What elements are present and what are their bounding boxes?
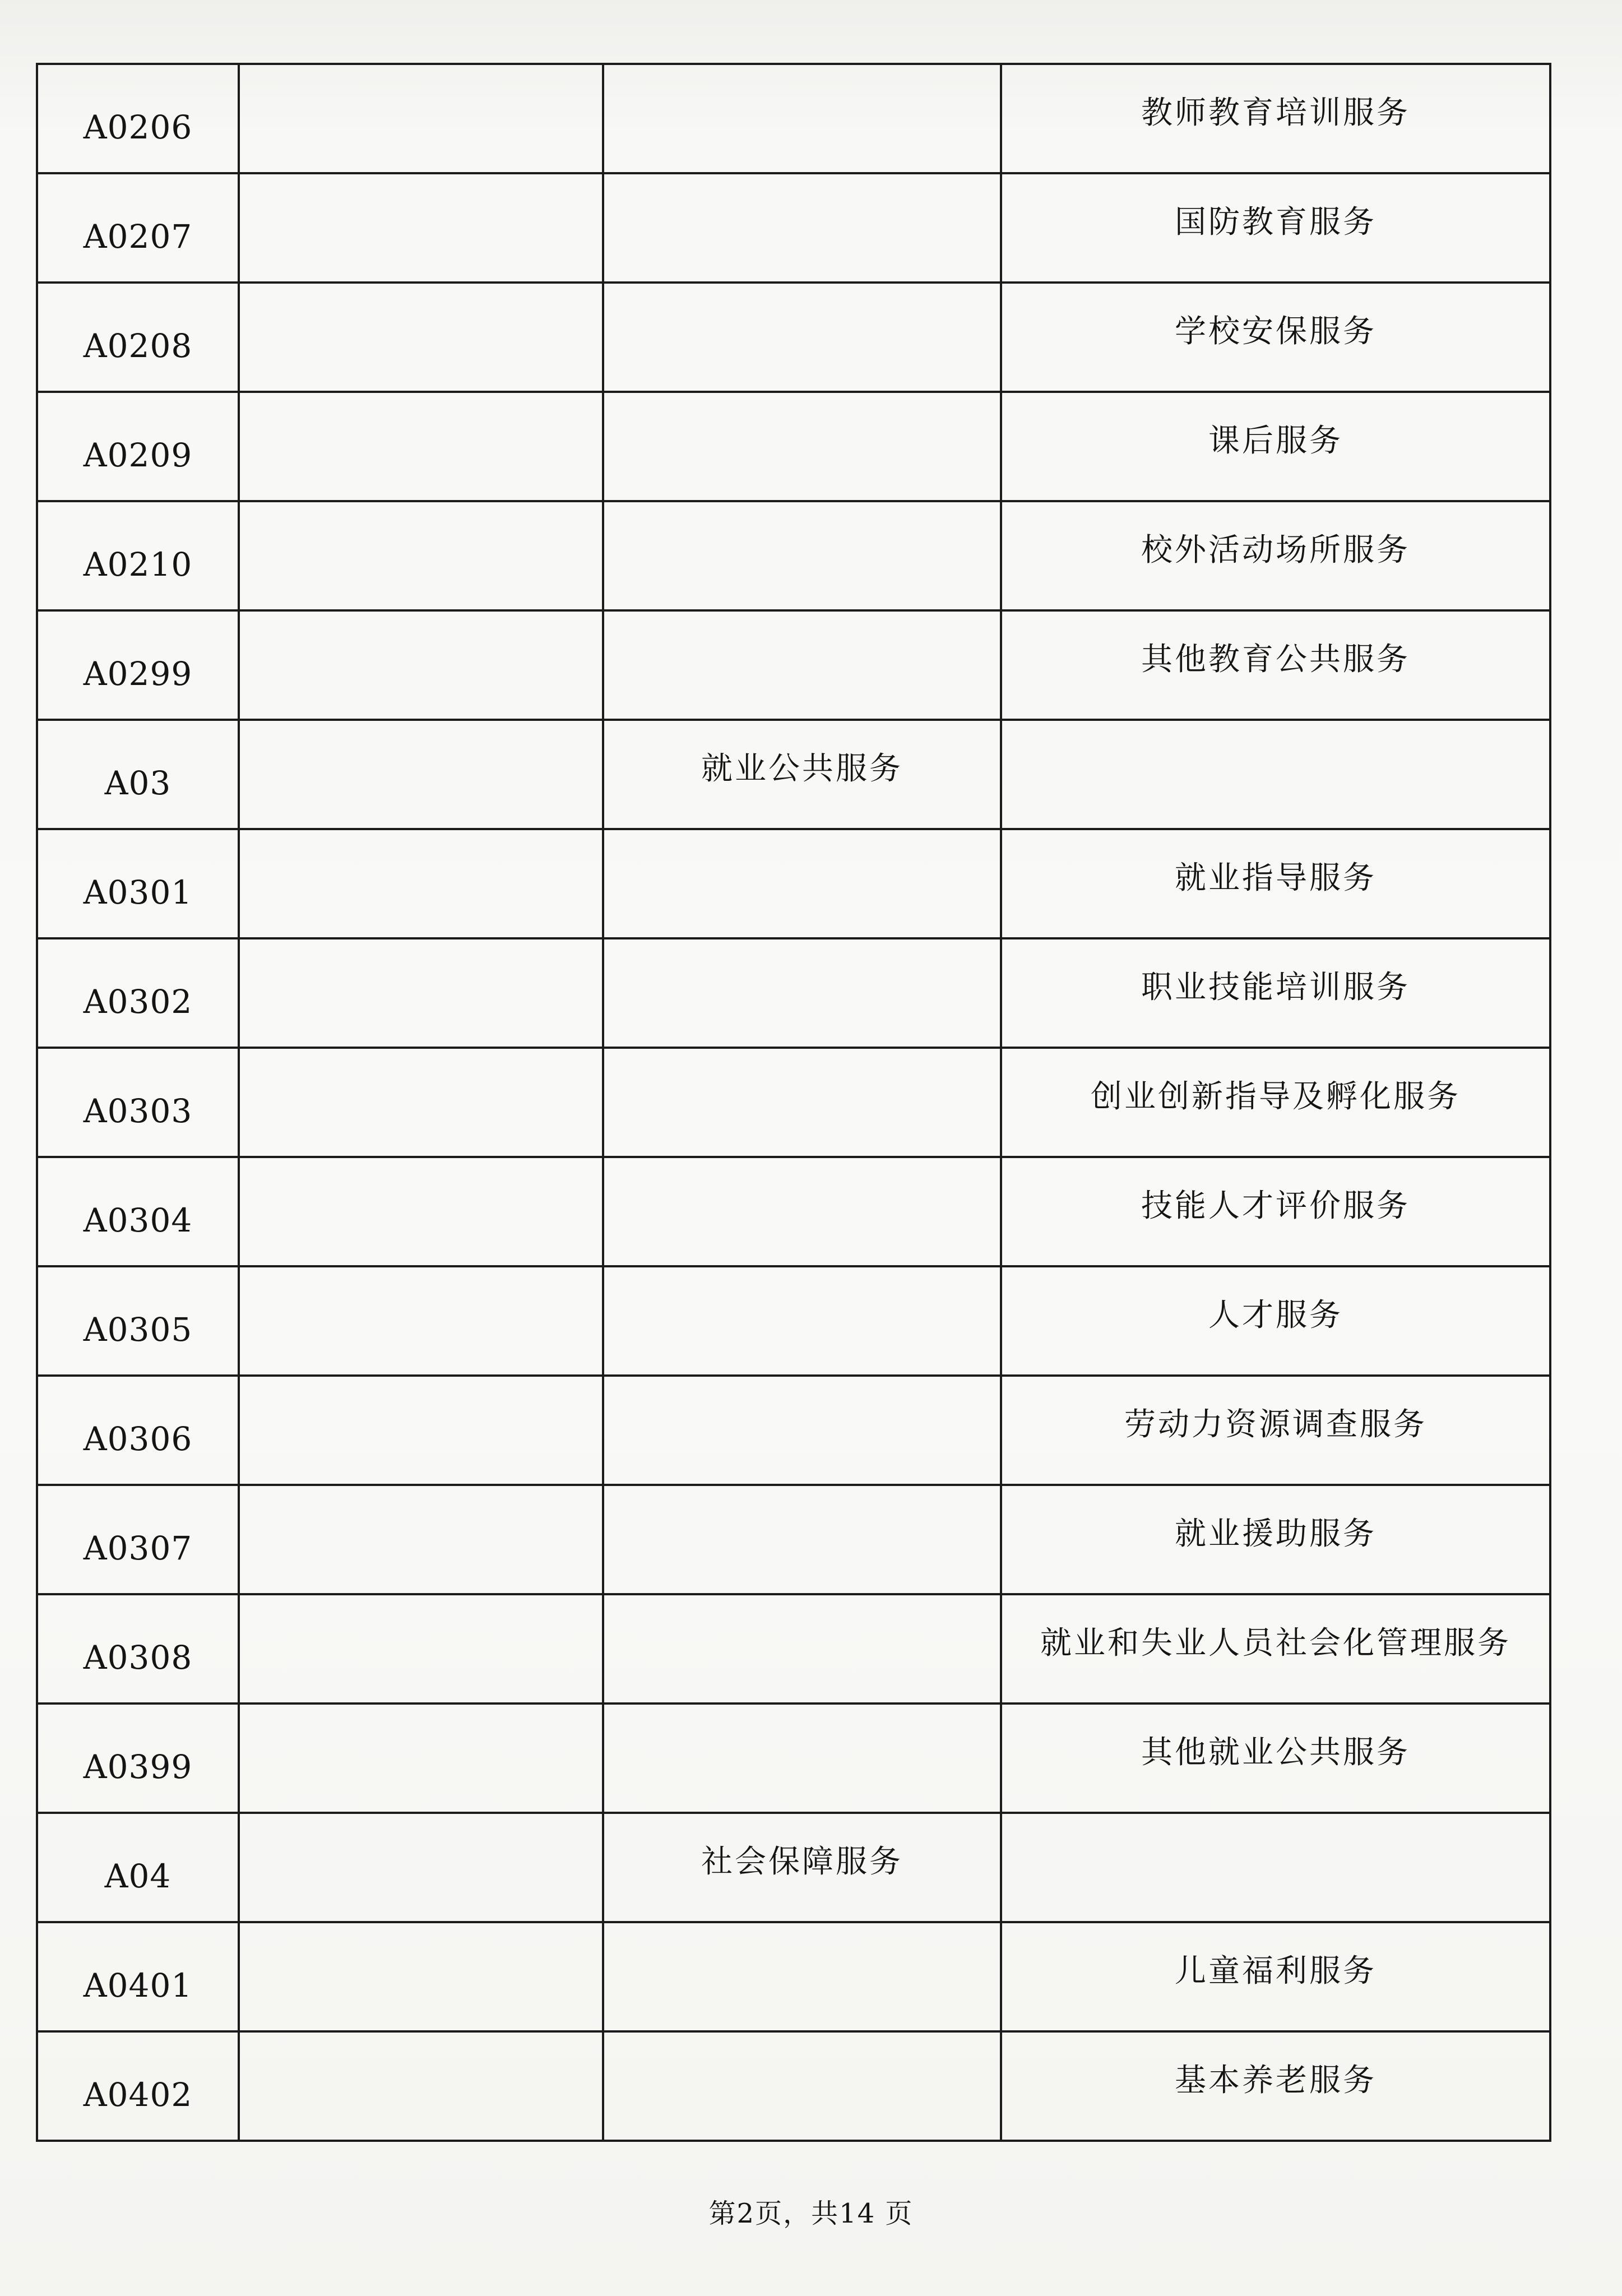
- category-level1-cell: [239, 64, 603, 173]
- code-cell: A0402: [37, 2031, 239, 2141]
- category-level2-cell: [603, 392, 1001, 501]
- category-level2-cell: [603, 1485, 1001, 1594]
- service-catalog-table: [36, 63, 1551, 2142]
- code-cell: A0401: [37, 1922, 239, 2031]
- category-level3-cell: 儿童福利服务: [1001, 1922, 1550, 2031]
- category-level3-cell: 其他就业公共服务: [1001, 1704, 1550, 1813]
- code-cell: A0208: [37, 283, 239, 392]
- table-row: [37, 64, 1550, 173]
- category-level2-cell: [603, 283, 1001, 392]
- table-row: [37, 1376, 1550, 1485]
- category-level1-cell: [239, 1048, 603, 1157]
- code-cell: A0308: [37, 1594, 239, 1704]
- code-cell: A0207: [37, 173, 239, 283]
- category-level3-cell: [1001, 1813, 1550, 1922]
- category-level1-cell: [239, 392, 603, 501]
- table-body: [37, 64, 1550, 2141]
- category-level1-cell: [239, 938, 603, 1048]
- table-row: [37, 1157, 1550, 1266]
- category-level2-cell: [603, 1048, 1001, 1157]
- category-level3-cell: 教师教育培训服务: [1001, 64, 1550, 173]
- table-row: [37, 829, 1550, 938]
- category-level1-cell: [239, 1813, 603, 1922]
- category-level3-cell: 创业创新指导及孵化服务: [1001, 1048, 1550, 1157]
- category-level3-cell: 其他教育公共服务: [1001, 610, 1550, 720]
- code-cell: A0306: [37, 1376, 239, 1485]
- code-cell: A0301: [37, 829, 239, 938]
- category-level3-cell: 课后服务: [1001, 392, 1550, 501]
- table-row: [37, 392, 1550, 501]
- category-level3-cell: 基本养老服务: [1001, 2031, 1550, 2141]
- category-level3-cell: 技能人才评价服务: [1001, 1157, 1550, 1266]
- category-level1-cell: [239, 1485, 603, 1594]
- category-level2-cell: [603, 829, 1001, 938]
- table-row: [37, 2031, 1550, 2141]
- table-row: [37, 1922, 1550, 2031]
- category-level2-cell: 社会保障服务: [603, 1813, 1001, 1922]
- code-cell: A0305: [37, 1266, 239, 1376]
- category-level2-cell: [603, 173, 1001, 283]
- table-row: [37, 1266, 1550, 1376]
- code-cell: A0299: [37, 610, 239, 720]
- category-level3-cell: 国防教育服务: [1001, 173, 1550, 283]
- table-row: [37, 283, 1550, 392]
- table-row: [37, 1485, 1550, 1594]
- category-level1-cell: [239, 1594, 603, 1704]
- category-level2-cell: [603, 1266, 1001, 1376]
- category-level2-cell: [603, 2031, 1001, 2141]
- category-level1-cell: [239, 1266, 603, 1376]
- category-level3-cell: 职业技能培训服务: [1001, 938, 1550, 1048]
- table-row: [37, 720, 1550, 829]
- category-level2-cell: [603, 64, 1001, 173]
- category-level2-cell: [603, 1704, 1001, 1813]
- code-cell: A0303: [37, 1048, 239, 1157]
- category-level2-cell: [603, 1376, 1001, 1485]
- code-cell: A0210: [37, 501, 239, 610]
- category-level3-cell: [1001, 720, 1550, 829]
- category-level2-cell: [603, 1922, 1001, 2031]
- category-level2-cell: [603, 610, 1001, 720]
- category-level1-cell: [239, 1704, 603, 1813]
- category-level3-cell: 就业和失业人员社会化管理服务: [1001, 1594, 1550, 1704]
- table-row: [37, 1048, 1550, 1157]
- category-level1-cell: [239, 501, 603, 610]
- code-cell: A0307: [37, 1485, 239, 1594]
- category-level3-cell: 就业指导服务: [1001, 829, 1550, 938]
- code-cell: A0206: [37, 64, 239, 173]
- category-level2-cell: [603, 938, 1001, 1048]
- category-level1-cell: [239, 283, 603, 392]
- category-level1-cell: [239, 829, 603, 938]
- code-cell: A0304: [37, 1157, 239, 1266]
- table-row: [37, 501, 1550, 610]
- category-level1-cell: [239, 610, 603, 720]
- table-row: [37, 1813, 1550, 1922]
- category-level1-cell: [239, 1376, 603, 1485]
- category-level2-cell: [603, 501, 1001, 610]
- category-level3-cell: 校外活动场所服务: [1001, 501, 1550, 610]
- category-level1-cell: [239, 720, 603, 829]
- category-level3-cell: 人才服务: [1001, 1266, 1550, 1376]
- code-cell: A0209: [37, 392, 239, 501]
- code-cell: A0399: [37, 1704, 239, 1813]
- category-level3-cell: 学校安保服务: [1001, 283, 1550, 392]
- category-level1-cell: [239, 1922, 603, 2031]
- code-cell: A03: [37, 720, 239, 829]
- code-cell: A04: [37, 1813, 239, 1922]
- category-level2-cell: 就业公共服务: [603, 720, 1001, 829]
- category-level1-cell: [239, 173, 603, 283]
- page-number: 第2页，共14 页: [708, 2198, 914, 2229]
- category-level1-cell: [239, 2031, 603, 2141]
- table-row: [37, 938, 1550, 1048]
- category-level2-cell: [603, 1594, 1001, 1704]
- category-level2-cell: [603, 1157, 1001, 1266]
- table-row: [37, 1594, 1550, 1704]
- code-cell: A0302: [37, 938, 239, 1048]
- category-level1-cell: [239, 1157, 603, 1266]
- table-row: [37, 1704, 1550, 1813]
- category-level3-cell: 劳动力资源调查服务: [1001, 1376, 1550, 1485]
- table-row: [37, 610, 1550, 720]
- category-level3-cell: 就业援助服务: [1001, 1485, 1550, 1594]
- table-row: [37, 173, 1550, 283]
